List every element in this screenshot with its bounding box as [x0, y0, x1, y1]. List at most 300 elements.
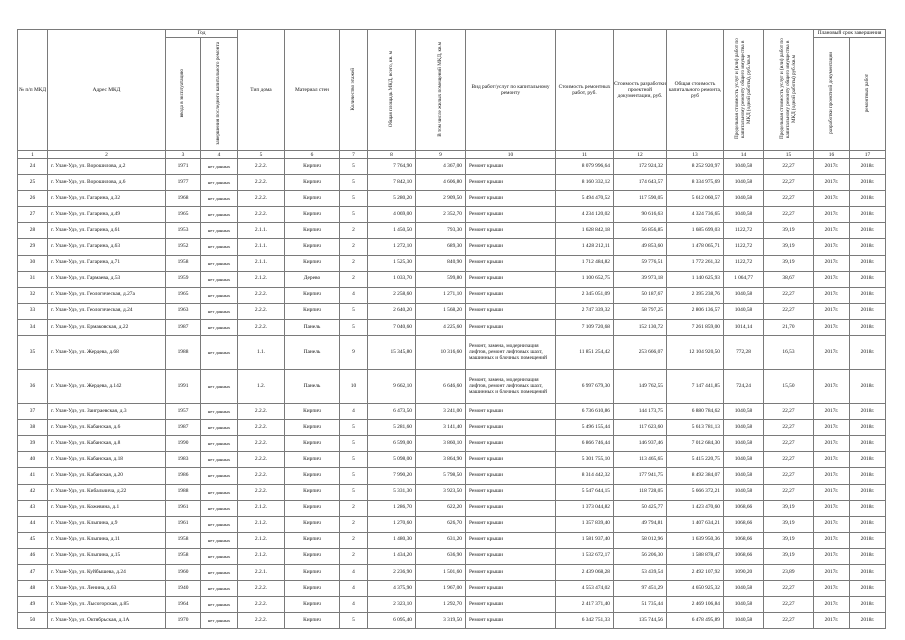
row-year-last-repair: нет данных: [201, 303, 238, 319]
header-residential-area: [416, 30, 466, 151]
row-house-type: 2.2.2.: [238, 468, 285, 484]
row-year-built: 1958: [166, 532, 201, 548]
header-plan-repair: [850, 38, 886, 151]
row-year-last-repair: нет данных: [201, 516, 238, 532]
row-floors: 2: [340, 271, 368, 287]
row-repair-cost: 6 736 610,86: [556, 404, 614, 420]
row-total-area: 15 345,80: [368, 336, 416, 370]
column-number-row: [18, 151, 886, 159]
row-limit-cost-1: 1040,58: [724, 207, 764, 223]
row-plan-repair: 2018г.: [850, 532, 886, 548]
table-row: [18, 500, 886, 516]
row-limit-cost-1: 1040,58: [724, 420, 764, 436]
row-floors: 2: [340, 239, 368, 255]
row-house-type: 2.2.2.: [238, 319, 285, 335]
row-work-type: Ремонт крыши: [466, 597, 556, 613]
row-plan-repair: 2018г.: [850, 597, 886, 613]
table-row: [18, 597, 886, 613]
row-design-cost: 135 744,56: [614, 613, 667, 629]
row-total-cost: 4 324 736,65: [667, 207, 724, 223]
row-work-type: Ремонт крыши: [466, 271, 556, 287]
row-house-type: 2.2.2.: [238, 581, 285, 597]
row-number: 27: [18, 207, 48, 223]
row-house-type: 2.2.1.: [238, 564, 285, 580]
row-total-area: 1 270,60: [368, 516, 416, 532]
header-plan-repair-text: ремонтных работ: [863, 73, 870, 113]
row-repair-cost: 1 532 672,17: [556, 548, 614, 564]
row-plan-repair: 2018г.: [850, 336, 886, 370]
col-number: 3: [166, 151, 201, 159]
table-row: [18, 159, 886, 175]
row-plan-design: 2017г.: [814, 548, 850, 564]
table-row: [18, 223, 886, 239]
row-floors: 4: [340, 597, 368, 613]
col-number: 1: [18, 151, 48, 159]
row-address: г. Улан-Удэ, ул. Кожевина, д.1: [48, 500, 166, 516]
row-residential-area: 1 568,20: [416, 303, 466, 319]
row-house-type: 2.2.2.: [238, 303, 285, 319]
row-plan-repair: 2018г.: [850, 207, 886, 223]
row-design-cost: 90 616,63: [614, 207, 667, 223]
row-design-cost: 174 643,57: [614, 175, 667, 191]
row-year-last-repair: нет данных: [201, 336, 238, 370]
row-number: 25: [18, 175, 48, 191]
row-total-cost: 1 685 699,03: [667, 223, 724, 239]
row-plan-repair: 2018г.: [850, 452, 886, 468]
row-year-built: 1959: [166, 271, 201, 287]
header-wall-material: Материал стен: [285, 30, 340, 151]
table-row: [18, 175, 886, 191]
row-total-area: 1 480,30: [368, 532, 416, 548]
row-floors: 2: [340, 255, 368, 271]
row-year-built: 1988: [166, 336, 201, 370]
row-plan-repair: 2018г.: [850, 223, 886, 239]
row-limit-cost-2: 22,27: [764, 191, 814, 207]
col-number: 12: [614, 151, 667, 159]
row-house-type: 2.2.2.: [238, 191, 285, 207]
row-floors: 5: [340, 613, 368, 629]
row-repair-cost: 1 373 044,82: [556, 500, 614, 516]
table-row: [18, 255, 886, 271]
row-plan-design: 2017г.: [814, 370, 850, 404]
col-number: 14: [724, 151, 764, 159]
row-total-area: 5 098,00: [368, 452, 416, 468]
row-total-area: 2 323,10: [368, 597, 416, 613]
row-work-type: Ремонт крыши: [466, 436, 556, 452]
table-row: [18, 548, 886, 564]
table-row: [18, 287, 886, 303]
header-plan-design-text: разработки проектной документации: [827, 51, 834, 134]
row-residential-area: 1 967,00: [416, 581, 466, 597]
row-house-type: 2.1.2.: [238, 548, 285, 564]
col-number: 9: [416, 151, 466, 159]
row-year-built: 1991: [166, 370, 201, 404]
table-row: [18, 420, 886, 436]
table-body: [18, 159, 886, 629]
row-house-type: 2.1.2.: [238, 271, 285, 287]
row-residential-area: 636,90: [416, 548, 466, 564]
row-year-last-repair: нет данных: [201, 191, 238, 207]
row-design-cost: 113 465,65: [614, 452, 667, 468]
table-row: [18, 516, 886, 532]
row-wall-material: Кирпич: [285, 581, 340, 597]
row-limit-cost-2: 22,27: [764, 436, 814, 452]
table-row: [18, 613, 886, 629]
row-work-type: Ремонт крыши: [466, 159, 556, 175]
row-year-last-repair: нет данных: [201, 239, 238, 255]
row-year-built: 1968: [166, 191, 201, 207]
row-wall-material: Кирпич: [285, 548, 340, 564]
table-row: [18, 191, 886, 207]
header-address: Адрес МКД: [48, 30, 166, 151]
row-house-type: 2.2.2.: [238, 452, 285, 468]
row-wall-material: Кирпич: [285, 420, 340, 436]
row-year-built: 1958: [166, 548, 201, 564]
col-number: 13: [667, 151, 724, 159]
row-design-cost: 49 853,60: [614, 239, 667, 255]
row-repair-cost: 6 866 746,44: [556, 436, 614, 452]
row-design-cost: 39 973,18: [614, 271, 667, 287]
row-work-type: Ремонт крыши: [466, 468, 556, 484]
row-repair-cost: 8 079 996,64: [556, 159, 614, 175]
row-design-cost: 177 941,75: [614, 468, 667, 484]
row-house-type: 1.1.: [238, 336, 285, 370]
row-limit-cost-2: 16,53: [764, 336, 814, 370]
row-address: г. Улан-Удэ, ул. Кабанская, д.8: [48, 436, 166, 452]
table-row: [18, 581, 886, 597]
header-num: № п/п МКД: [18, 30, 48, 151]
row-total-area: 1 033,70: [368, 271, 416, 287]
header-limit-cost-1-text: Предельная стоимость услуг и (или) работ по капитальному ремонту общего имущества в МКД (одной работы), руб./кв.м: [733, 38, 752, 140]
row-wall-material: Кирпич: [285, 191, 340, 207]
row-residential-area: 2 352,70: [416, 207, 466, 223]
table-row: [18, 532, 886, 548]
row-design-cost: 49 794,81: [614, 516, 667, 532]
row-residential-area: 3 319,50: [416, 613, 466, 629]
row-total-area: 4 069,00: [368, 207, 416, 223]
row-address: г. Улан-Удэ, ул. Ворошилова, д.2: [48, 159, 166, 175]
col-number: 6: [285, 151, 340, 159]
row-plan-design: 2017г.: [814, 159, 850, 175]
row-number: 34: [18, 319, 48, 335]
row-floors: 10: [340, 370, 368, 404]
row-plan-design: 2017г.: [814, 581, 850, 597]
row-house-type: 2.1.2.: [238, 532, 285, 548]
row-limit-cost-1: 1 064,77: [724, 271, 764, 287]
row-year-last-repair: нет данных: [201, 271, 238, 287]
row-floors: 5: [340, 452, 368, 468]
row-repair-cost: 5 496 155,44: [556, 420, 614, 436]
row-design-cost: 146 937,46: [614, 436, 667, 452]
col-number: 10: [466, 151, 556, 159]
header-year-group: Год: [166, 30, 238, 38]
row-total-area: 5 331,30: [368, 484, 416, 500]
row-plan-repair: 2018г.: [850, 581, 886, 597]
row-plan-repair: 2018г.: [850, 436, 886, 452]
table-row: [18, 564, 886, 580]
row-limit-cost-1: 1040,58: [724, 404, 764, 420]
row-plan-design: 2017г.: [814, 319, 850, 335]
row-total-area: 7 990,20: [368, 468, 416, 484]
row-limit-cost-2: 39,19: [764, 223, 814, 239]
row-year-built: 1960: [166, 564, 201, 580]
row-residential-area: 4 606,80: [416, 175, 466, 191]
row-year-built: 1965: [166, 287, 201, 303]
header-limit-cost-2-text: Предельная стоимость услуг и (или) работ по капитальному ремонту общего имущества в МКД (одной работы) руб./кв.м: [778, 38, 797, 140]
row-year-built: 1964: [166, 597, 201, 613]
row-plan-design: 2017г.: [814, 597, 850, 613]
row-plan-repair: 2018г.: [850, 370, 886, 404]
row-plan-design: 2017г.: [814, 532, 850, 548]
row-plan-design: 2017г.: [814, 336, 850, 370]
row-limit-cost-2: 22,27: [764, 159, 814, 175]
header-total-area: [368, 30, 416, 151]
row-repair-cost: 8 160 332,12: [556, 175, 614, 191]
row-total-cost: 6 880 784,62: [667, 404, 724, 420]
row-repair-cost: 2 747 339,32: [556, 303, 614, 319]
row-total-area: 7 764,90: [368, 159, 416, 175]
row-number: 49: [18, 597, 48, 613]
col-number: 5: [238, 151, 285, 159]
row-year-last-repair: нет данных: [201, 207, 238, 223]
table-row: [18, 468, 886, 484]
row-plan-repair: 2018г.: [850, 500, 886, 516]
row-house-type: 2.2.2.: [238, 436, 285, 452]
row-limit-cost-1: 772,28: [724, 336, 764, 370]
row-plan-repair: 2018г.: [850, 239, 886, 255]
row-total-cost: 7 147 441,85: [667, 370, 724, 404]
row-number: 50: [18, 613, 48, 629]
row-house-type: 2.1.1.: [238, 255, 285, 271]
row-address: г. Улан-Удэ, ул. Геологическая, д.27а: [48, 287, 166, 303]
row-address: г. Улан-Удэ, ул. Клыпина, д.9: [48, 516, 166, 532]
row-number: 44: [18, 516, 48, 532]
row-address: г. Улан-Удэ, ул. Жердева, д.68: [48, 336, 166, 370]
header-year-last-repair-text: завершения последнего капитального ремонта: [215, 41, 222, 145]
header-repair-cost: Стоимость ремонтных работ, руб.: [556, 30, 614, 151]
row-number: 30: [18, 255, 48, 271]
row-design-cost: 117 590,05: [614, 191, 667, 207]
header-year-last-repair: [201, 38, 238, 151]
row-repair-cost: 4 553 474,02: [556, 581, 614, 597]
row-plan-design: 2017г.: [814, 436, 850, 452]
header-total-cost: Общая стоимость капитального ремонта, руб: [667, 30, 724, 151]
row-plan-repair: 2018г.: [850, 468, 886, 484]
row-plan-design: 2017г.: [814, 239, 850, 255]
row-year-last-repair: нет данных: [201, 319, 238, 335]
row-work-type: Ремонт крыши: [466, 255, 556, 271]
row-total-area: 1 272,10: [368, 239, 416, 255]
row-wall-material: Панель: [285, 370, 340, 404]
row-total-area: 5 280,20: [368, 191, 416, 207]
row-total-area: 9 662,10: [368, 370, 416, 404]
row-number: 40: [18, 452, 48, 468]
row-limit-cost-1: 1040,58: [724, 287, 764, 303]
row-total-area: 6 599,00: [368, 436, 416, 452]
row-work-type: Ремонт крыши: [466, 287, 556, 303]
row-wall-material: Кирпич: [285, 223, 340, 239]
row-floors: 2: [340, 532, 368, 548]
row-limit-cost-1: 1040,58: [724, 303, 764, 319]
row-work-type: Ремонт, замена, модернизация лифтов, ремонт лифтовых шахт, машинных и блочных помещений: [466, 336, 556, 370]
row-total-area: 6 095,40: [368, 613, 416, 629]
row-design-cost: 152 130,72: [614, 319, 667, 335]
row-plan-design: 2017г.: [814, 420, 850, 436]
row-design-cost: 117 623,60: [614, 420, 667, 436]
row-year-built: 1987: [166, 420, 201, 436]
row-wall-material: Кирпич: [285, 452, 340, 468]
row-address: г. Улан-Удэ, ул. Клыпина, д.15: [48, 548, 166, 564]
row-limit-cost-1: 1040,58: [724, 484, 764, 500]
col-number: 8: [368, 151, 416, 159]
row-year-built: 1961: [166, 500, 201, 516]
row-floors: 2: [340, 516, 368, 532]
row-plan-repair: 2018г.: [850, 175, 886, 191]
row-plan-design: 2017г.: [814, 255, 850, 271]
col-number: 17: [850, 151, 886, 159]
row-work-type: Ремонт крыши: [466, 420, 556, 436]
row-year-last-repair: нет данных: [201, 159, 238, 175]
row-work-type: Ремонт, замена, модернизация лифтов, ремонт лифтовых шахт, машинных и блочных помещений: [466, 370, 556, 404]
row-wall-material: Кирпич: [285, 516, 340, 532]
row-limit-cost-1: 1040,58: [724, 159, 764, 175]
row-address: г. Улан-Удэ, ул. Октябрьская, д.1А: [48, 613, 166, 629]
row-number: 31: [18, 271, 48, 287]
row-limit-cost-2: 22,27: [764, 175, 814, 191]
row-total-area: 6 473,50: [368, 404, 416, 420]
row-limit-cost-1: 1068,66: [724, 548, 764, 564]
row-repair-cost: 1 581 937,40: [556, 532, 614, 548]
row-design-cost: 50 425,77: [614, 500, 667, 516]
row-residential-area: 6 646,60: [416, 370, 466, 404]
row-plan-repair: 2018г.: [850, 287, 886, 303]
row-total-cost: 1 140 625,93: [667, 271, 724, 287]
row-floors: 4: [340, 287, 368, 303]
row-total-cost: 6 478 495,89: [667, 613, 724, 629]
table-row: [18, 336, 886, 370]
header-design-cost: Стоимость разработки проектной документации, руб.: [614, 30, 667, 151]
col-number: 2: [48, 151, 166, 159]
row-wall-material: Кирпич: [285, 239, 340, 255]
row-floors: 9: [340, 336, 368, 370]
row-year-last-repair: нет данных: [201, 436, 238, 452]
row-plan-repair: 2018г.: [850, 319, 886, 335]
row-wall-material: Кирпич: [285, 484, 340, 500]
row-total-cost: 1 772 261,32: [667, 255, 724, 271]
row-repair-cost: 1 357 839,40: [556, 516, 614, 532]
row-floors: 2: [340, 548, 368, 564]
row-total-area: 5 281,60: [368, 420, 416, 436]
row-house-type: 2.2.2.: [238, 597, 285, 613]
row-residential-area: 5 798,50: [416, 468, 466, 484]
row-limit-cost-1: 1122,72: [724, 223, 764, 239]
row-total-area: 1 434,20: [368, 548, 416, 564]
table-row: [18, 239, 886, 255]
row-year-last-repair: нет данных: [201, 287, 238, 303]
row-floors: 5: [340, 303, 368, 319]
row-residential-area: 1 501,60: [416, 564, 466, 580]
row-year-built: 1990: [166, 436, 201, 452]
row-year-built: 1986: [166, 468, 201, 484]
row-floors: 5: [340, 207, 368, 223]
row-residential-area: 3 141,40: [416, 420, 466, 436]
row-total-cost: 2 492 107,92: [667, 564, 724, 580]
row-year-last-repair: нет данных: [201, 420, 238, 436]
row-year-last-repair: нет данных: [201, 404, 238, 420]
row-address: г. Улан-Удэ, ул. Кабанская, д.18: [48, 452, 166, 468]
col-number: 16: [814, 151, 850, 159]
row-limit-cost-1: 1040,58: [724, 452, 764, 468]
row-work-type: Ремонт крыши: [466, 319, 556, 335]
row-work-type: Ремонт крыши: [466, 404, 556, 420]
row-address: г. Улан-Удэ, ул. Ворошилова, д.6: [48, 175, 166, 191]
row-limit-cost-2: 22,27: [764, 420, 814, 436]
row-limit-cost-2: 39,19: [764, 500, 814, 516]
row-number: 29: [18, 239, 48, 255]
row-residential-area: 793,30: [416, 223, 466, 239]
row-residential-area: 599,80: [416, 271, 466, 287]
row-limit-cost-1: 1040,58: [724, 597, 764, 613]
row-total-area: 4 375,90: [368, 581, 416, 597]
row-total-cost: 4 650 925,32: [667, 581, 724, 597]
row-plan-repair: 2018г.: [850, 191, 886, 207]
row-address: г. Улан-Удэ, ул. Геологическая, д.24: [48, 303, 166, 319]
row-limit-cost-1: 1068,66: [724, 500, 764, 516]
row-total-area: 1 286,70: [368, 500, 416, 516]
row-total-cost: 8 252 920,97: [667, 159, 724, 175]
row-repair-cost: 8 314 442,32: [556, 468, 614, 484]
row-number: 47: [18, 564, 48, 580]
row-house-type: 2.1.1.: [238, 239, 285, 255]
row-plan-repair: 2018г.: [850, 159, 886, 175]
row-design-cost: 58 797,25: [614, 303, 667, 319]
row-total-cost: 2 469 106,84: [667, 597, 724, 613]
row-work-type: Ремонт крыши: [466, 207, 556, 223]
row-limit-cost-1: 1122,72: [724, 255, 764, 271]
row-year-built: 1977: [166, 175, 201, 191]
row-limit-cost-2: 22,27: [764, 303, 814, 319]
row-wall-material: Кирпич: [285, 597, 340, 613]
table-header: [18, 30, 886, 159]
row-total-cost: 7 012 684,30: [667, 436, 724, 452]
row-year-last-repair: нет данных: [201, 564, 238, 580]
row-wall-material: Кирпич: [285, 468, 340, 484]
row-total-cost: 5 613 781,13: [667, 420, 724, 436]
row-floors: 2: [340, 500, 368, 516]
row-plan-repair: 2018г.: [850, 548, 886, 564]
row-number: 42: [18, 484, 48, 500]
row-house-type: 2.1.2.: [238, 516, 285, 532]
row-residential-area: 622,20: [416, 500, 466, 516]
row-total-cost: 5 612 060,57: [667, 191, 724, 207]
header-year-built-text: ввода в эксплуатацию: [179, 68, 186, 118]
row-year-last-repair: нет данных: [201, 468, 238, 484]
row-floors: 5: [340, 319, 368, 335]
row-plan-repair: 2018г.: [850, 271, 886, 287]
table-row: [18, 370, 886, 404]
row-limit-cost-1: 1040,58: [724, 175, 764, 191]
row-total-area: 7 842,10: [368, 175, 416, 191]
row-limit-cost-2: 15,50: [764, 370, 814, 404]
row-plan-design: 2017г.: [814, 191, 850, 207]
row-wall-material: Кирпич: [285, 613, 340, 629]
row-wall-material: Кирпич: [285, 532, 340, 548]
row-house-type: 2.2.2.: [238, 207, 285, 223]
row-repair-cost: 2 439 068,28: [556, 564, 614, 580]
row-residential-area: 3 241,00: [416, 404, 466, 420]
row-house-type: 2.1.2.: [238, 500, 285, 516]
row-plan-design: 2017г.: [814, 564, 850, 580]
